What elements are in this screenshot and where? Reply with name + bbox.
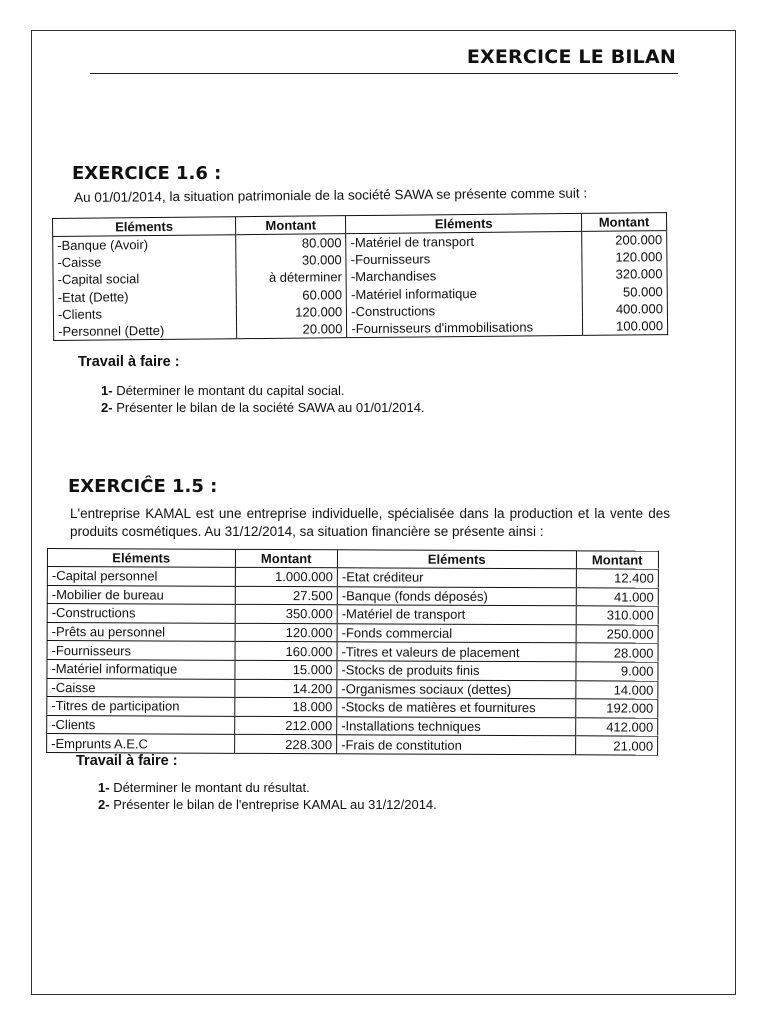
element-cell: -Etat (Dette) xyxy=(57,288,129,305)
element-cell: -Capital social xyxy=(57,271,140,288)
element-cell: -Caisse xyxy=(57,254,102,271)
column-header: Montant xyxy=(581,213,666,232)
element-cell: -Installations techniques xyxy=(337,717,576,737)
exercise-1-6-table xyxy=(52,212,668,341)
amount-cell: 27.500 xyxy=(235,586,338,605)
exercise-1-5-work-title: Travail à faire : xyxy=(76,753,178,769)
exercise-1-6-heading: EXERCICE 1.6 : xyxy=(72,163,222,184)
amount-cell: 192.000 xyxy=(575,699,658,718)
table-row xyxy=(47,697,658,718)
task-item xyxy=(101,400,425,417)
element-cell: -Matériel informatique xyxy=(47,659,235,678)
exercise-1-5-table xyxy=(46,548,659,756)
amount-cell: 9.000 xyxy=(575,662,658,681)
element-cell: -Capital personnel xyxy=(47,567,235,586)
element-cell: -Constructions xyxy=(47,604,235,623)
element-cell: -Fournisseurs xyxy=(346,249,582,268)
element-cell: -Titres et valeurs de placement xyxy=(337,642,576,662)
column-header: Montant xyxy=(576,551,659,569)
amount-cell: 120.000 xyxy=(236,303,346,321)
amount-cell: 120.000 xyxy=(235,623,338,642)
amount-cell: 160.000 xyxy=(235,642,338,661)
task-number: 2- xyxy=(101,399,113,415)
amount-cell: 320.000 xyxy=(582,265,667,283)
amount-cell: 50.000 xyxy=(582,283,667,301)
amount-cell: 20.000 xyxy=(237,320,347,339)
table-row xyxy=(47,567,658,588)
task-item xyxy=(98,797,437,814)
element-cell: -Stocks de produits finis xyxy=(337,661,576,681)
amount-cell: 100.000 xyxy=(582,317,667,336)
task-text: Déterminer le montant du capital social. xyxy=(116,383,345,398)
element-cell: -Matériel informatique xyxy=(346,283,582,302)
task-number: 1- xyxy=(98,780,110,795)
task-item xyxy=(98,780,437,797)
amount-cell: 228.300 xyxy=(234,735,337,754)
exercise-1-5-tasks xyxy=(98,780,437,813)
column-header: Eléments xyxy=(337,550,576,569)
amount-cell: 250.000 xyxy=(576,625,659,644)
element-cell: -Prêts au personnel xyxy=(47,622,235,641)
amount-cell: 80.000 xyxy=(236,234,346,253)
amount-cell: 12.400 xyxy=(576,569,659,588)
element-cell: -Organismes sociaux (dettes) xyxy=(337,679,576,699)
task-text: Présenter le bilan de l'entreprise KAMAL au 31/12/2014. xyxy=(113,796,437,812)
amount-cell: 14.000 xyxy=(575,680,658,699)
column-header: Montant xyxy=(235,549,338,567)
exercise-1-6-tasks xyxy=(101,383,425,416)
amount-cell: 212.000 xyxy=(234,716,337,735)
element-cell: -Personnel (Dette) xyxy=(58,322,165,339)
page-title: EXERCICE LE BILAN xyxy=(466,46,676,68)
title-rule xyxy=(90,73,678,74)
amount-cell: 30.000 xyxy=(236,251,346,269)
exercise-1-6-work-title: Travail à faire : xyxy=(78,354,180,370)
element-cell: -Frais de constitution xyxy=(337,735,576,755)
column-header: Eléments xyxy=(47,549,235,568)
element-cell: -Marchandises xyxy=(346,266,582,285)
task-number: 2- xyxy=(98,796,110,812)
amount-cell: 350.000 xyxy=(235,605,338,624)
amount-cell: 21.000 xyxy=(575,736,658,755)
element-cell: -Banque (Avoir) xyxy=(57,237,149,254)
element-cell: -Caisse xyxy=(47,678,235,697)
element-cell: -Titres de participation xyxy=(47,697,235,716)
element-cell: -Fournisseurs xyxy=(47,641,235,660)
amount-cell: 28.000 xyxy=(576,643,659,662)
task-number: 1- xyxy=(101,383,113,398)
amount-cell: 14.200 xyxy=(234,679,337,698)
amount-cell: 310.000 xyxy=(576,606,659,625)
element-cell: -Stocks de matières et fournitures xyxy=(337,698,576,718)
element-cell: -Clients xyxy=(47,715,235,734)
task-item xyxy=(101,383,425,400)
amount-cell: 120.000 xyxy=(582,248,667,266)
table-row xyxy=(47,585,658,606)
amount-cell: 1.000.000 xyxy=(235,567,338,586)
amount-cell: 400.000 xyxy=(582,300,667,318)
element-cell: -Mobilier de bureau xyxy=(47,585,235,604)
element-cell: -Etat créditeur xyxy=(337,568,576,588)
amount-cell: 60.000 xyxy=(236,286,346,304)
exercise-1-5-intro: L'entreprise KAMAL est une entreprise individuelle, spécialisée dans la production et la vente des produits cosmétiques. Au 31/12/2014, sa situation financière se présente ainsi : xyxy=(70,506,670,539)
column-header: Eléments xyxy=(53,217,236,237)
column-header: Eléments xyxy=(346,213,582,233)
task-text: Déterminer le montant du résultat. xyxy=(113,780,310,795)
exercise-1-6-intro: Au 01/01/2014, la situation patrimoniale de la société SAWA se présente comme suit : xyxy=(74,185,588,205)
table-row xyxy=(47,734,658,755)
element-cell: -Emprunts A.E.C xyxy=(51,735,148,752)
element-cell: -Matériel de transport xyxy=(346,231,582,251)
amount-cell: 18.000 xyxy=(234,697,337,716)
amount-cell: 15.000 xyxy=(234,660,337,679)
table-row xyxy=(47,659,658,680)
amount-cell: 41.000 xyxy=(576,587,659,606)
column-header: Montant xyxy=(236,216,346,235)
table-row xyxy=(47,622,658,643)
task-text: Présenter le bilan de la société SAWA au 01/01/2014. xyxy=(116,399,425,415)
element-cell: -Matériel de transport xyxy=(337,605,576,625)
element-cell: -Fonds commercial xyxy=(337,624,576,644)
amount-cell: 200.000 xyxy=(582,231,667,250)
amount-cell: 412.000 xyxy=(575,718,658,737)
element-cell: -Banque (fonds déposés) xyxy=(337,586,576,606)
exercise-1-5-heading: EXERCIĈE 1.5 : xyxy=(68,476,218,497)
amount-cell: à déterminer xyxy=(236,269,346,287)
element-cell: -Fournisseurs d'immobilisations xyxy=(347,318,583,338)
element-cell: -Constructions xyxy=(347,301,583,320)
element-cell: -Clients xyxy=(57,306,103,322)
